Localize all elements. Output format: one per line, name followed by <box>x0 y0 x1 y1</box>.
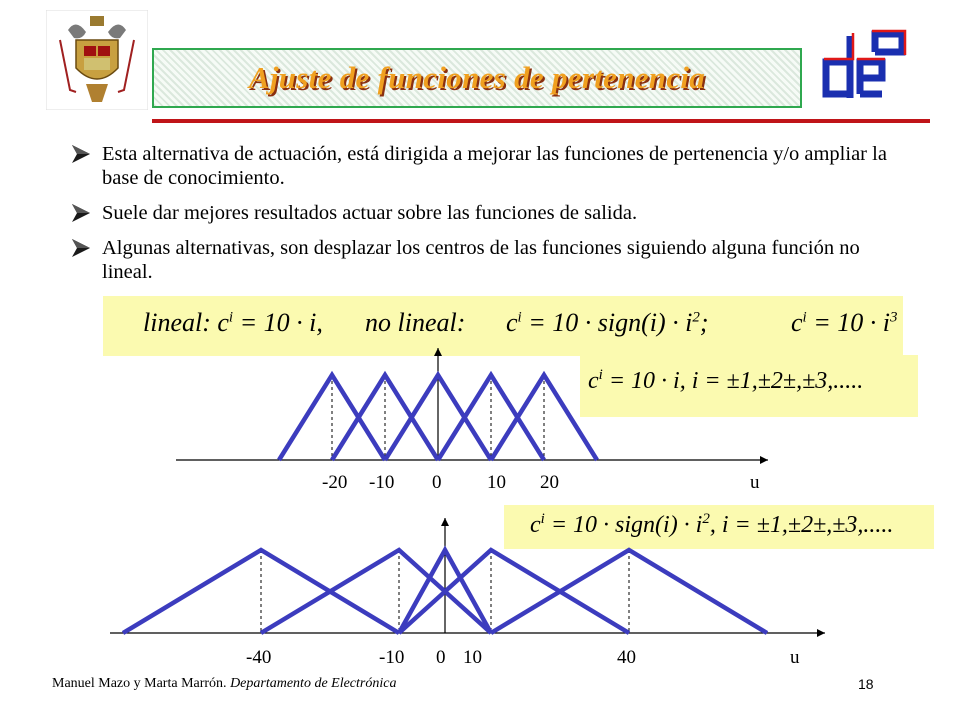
y-axis-arrow-icon <box>441 518 449 526</box>
formula-top: $c^i = 10 \cdot i$, i = ±1,±2±,±3,..... <box>588 367 864 394</box>
page-number: 18 <box>858 676 874 692</box>
footer-credits <box>52 676 396 692</box>
formula-nolineal-label: no lineal: <box>365 308 466 337</box>
tick-label: -20 <box>322 472 348 493</box>
y-axis-arrow-icon <box>434 348 442 356</box>
bullet-text: Algunas alternativas, son desplazar los centros de las funciones siguiendo alguna función no lineal. <box>102 237 860 283</box>
tick-label: 20 <box>540 472 559 493</box>
axis-label-u: u <box>790 647 800 668</box>
tick-label: -40 <box>246 647 272 668</box>
formula-lineal: lineal: $c^i = 10 \cdot i$, <box>143 308 323 337</box>
axis-label-u: u <box>750 472 760 493</box>
chart-nonlinear <box>110 518 825 637</box>
tick-label: 40 <box>617 647 636 668</box>
formula-bottom: $c^i = 10$ · sign(i) · $i^2$, i = ±1,±2±,±3,..... <box>530 511 894 538</box>
tick-label: 10 <box>463 647 482 668</box>
slide-title: Ajuste de funciones de pertenencia <box>248 60 706 95</box>
tick-label: 10 <box>487 472 506 493</box>
chart-linear <box>176 348 768 464</box>
footer-department: Departamento de Electrónica <box>230 676 397 691</box>
formula-cubic: $c^i = 10 \cdot i^3$ <box>791 308 898 337</box>
formula-nolineal: $c^i = 10$ · sign(i) · $i^2$; <box>506 308 709 337</box>
footer-authors: Manuel Mazo y Marta Marrón. <box>52 676 227 691</box>
bullet-text: Suele dar mejores resultados actuar sobre las funciones de salida. <box>102 202 638 224</box>
tick-label: 0 <box>432 472 442 493</box>
x-axis-arrow-icon <box>760 456 768 464</box>
tick-label: 0 <box>436 647 446 668</box>
tick-label: -10 <box>379 647 405 668</box>
tick-label: -10 <box>369 472 395 493</box>
x-axis-arrow-icon <box>817 629 825 637</box>
bullet-text: Esta alternativa de actuación, está dirigida a mejorar las funciones de pertenencia y/o ampliar la base de conocimiento. <box>102 143 887 189</box>
